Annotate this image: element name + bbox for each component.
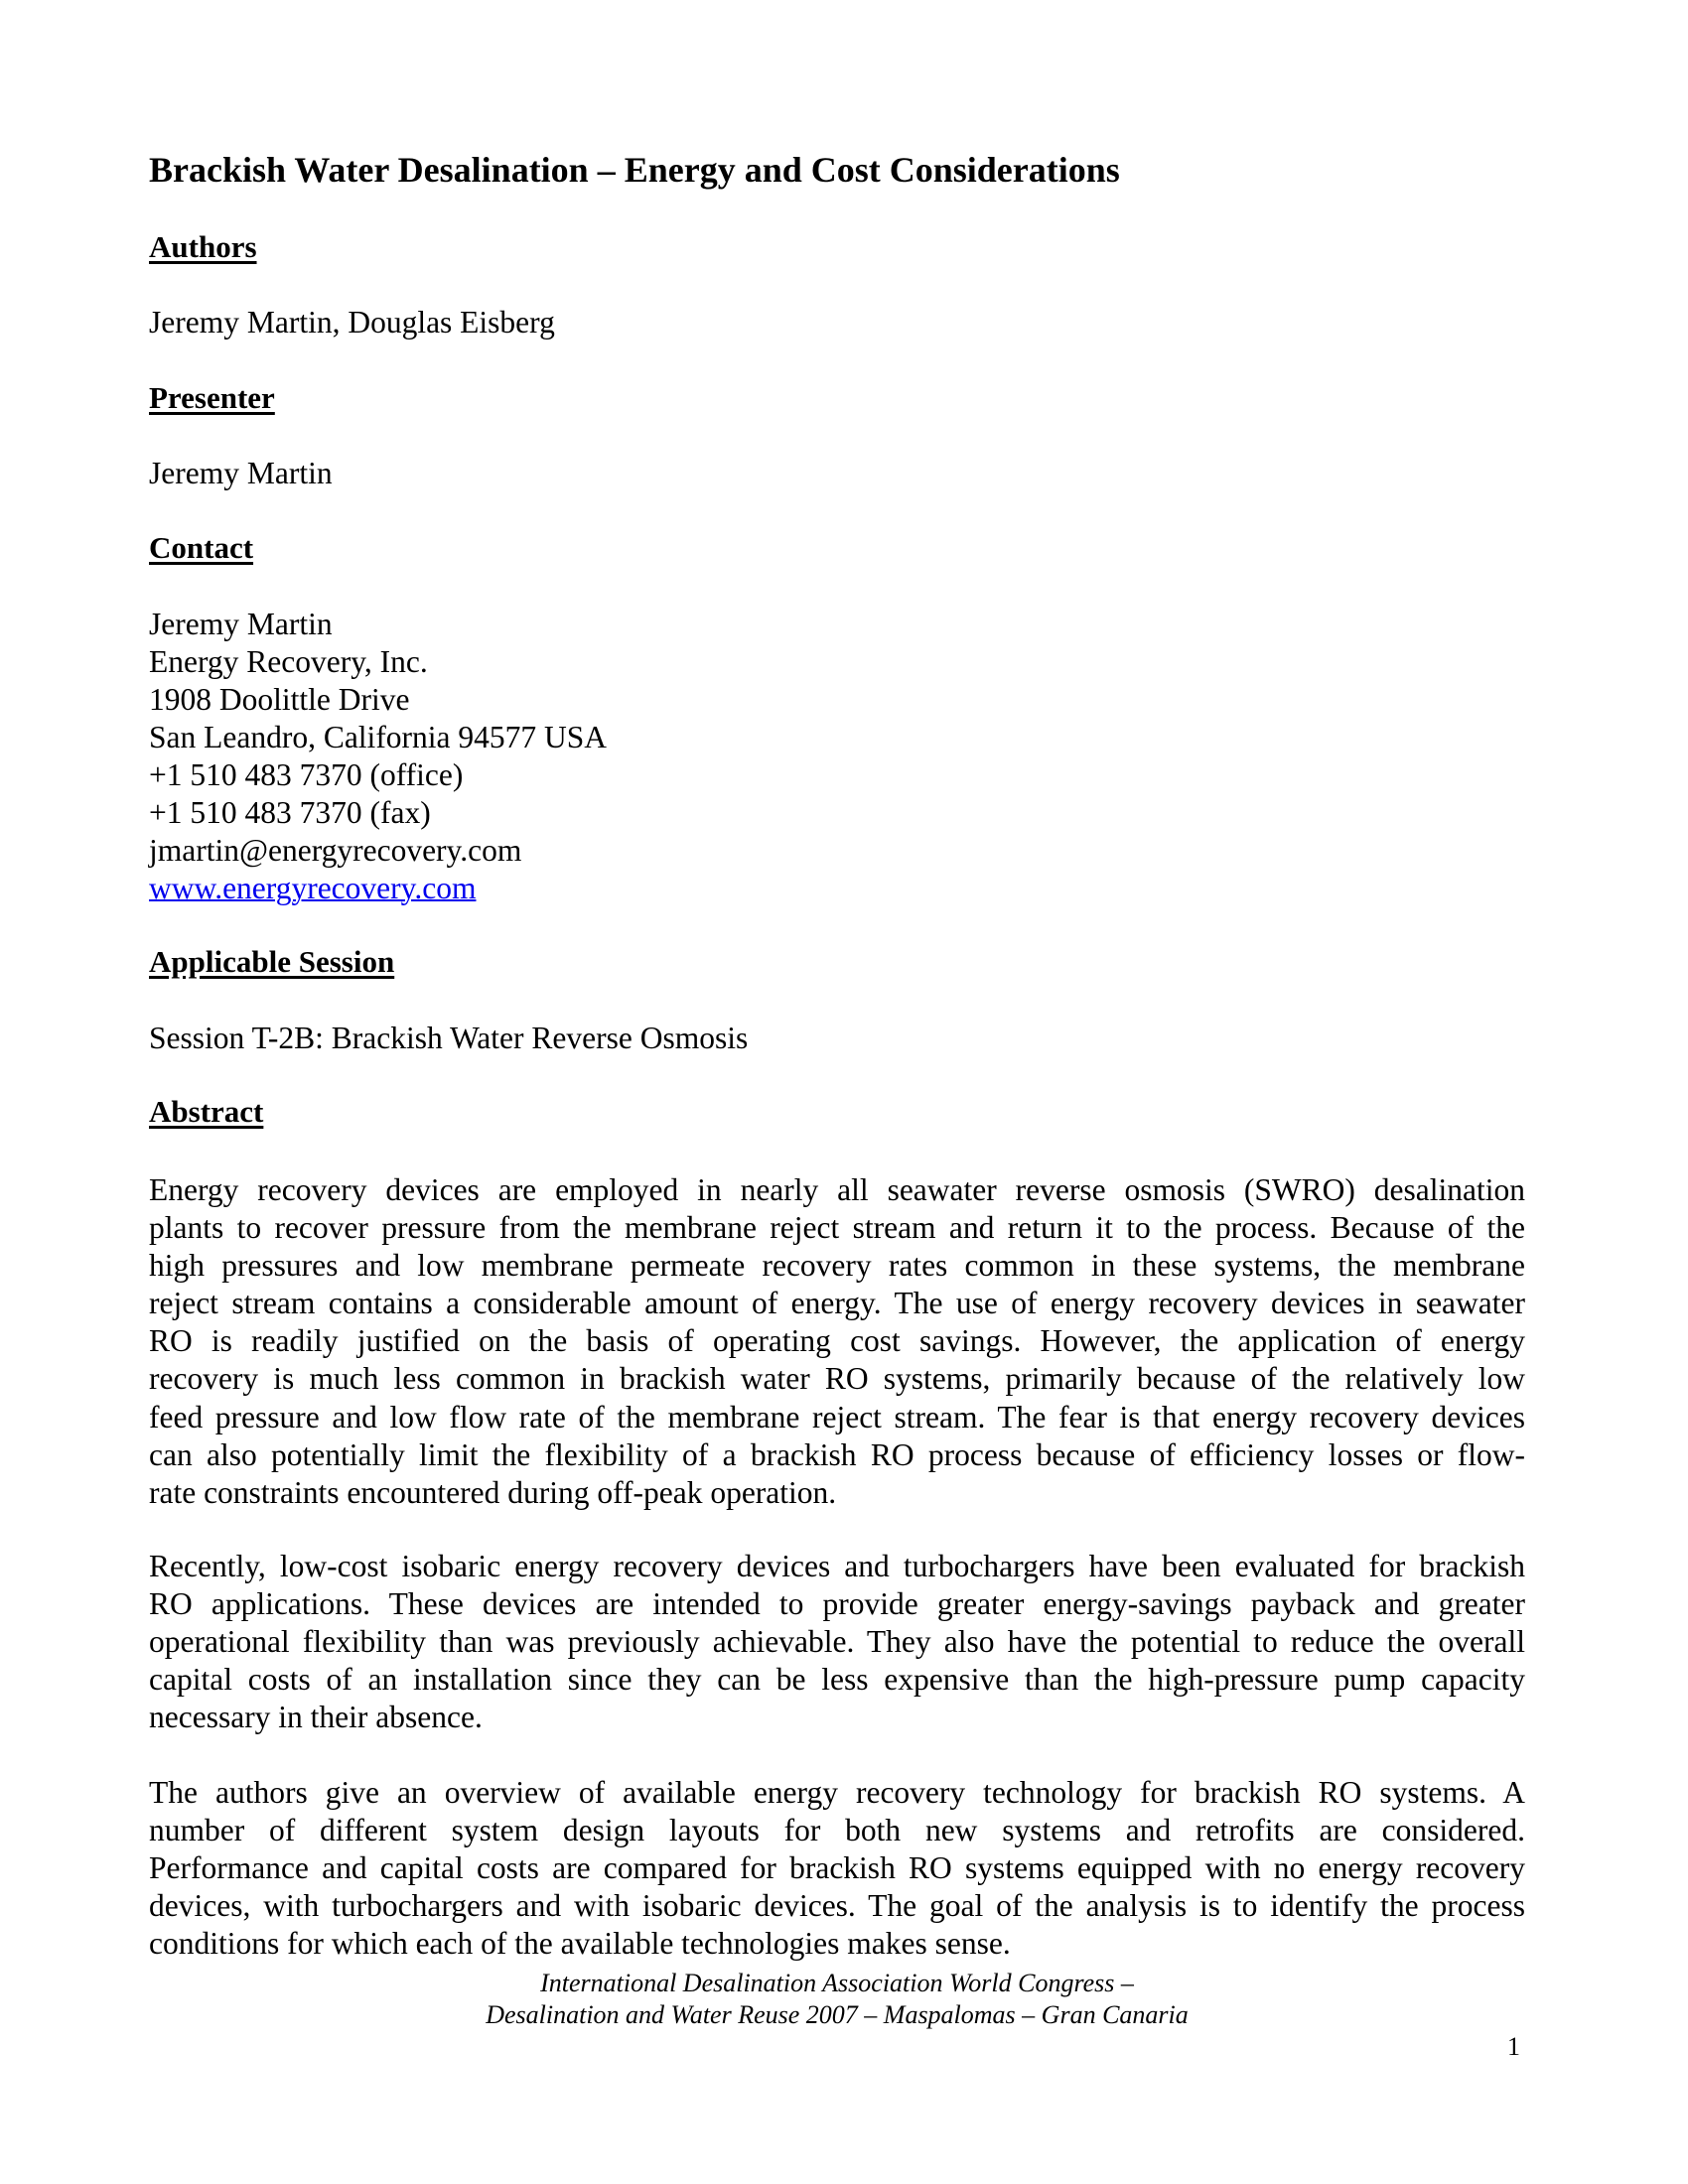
page-number: 1 xyxy=(1507,2032,1520,2061)
abstract-heading: Abstract xyxy=(149,1094,264,1129)
text-line: operational flexibility than was previously achievable. They also have the potential to reduce the overall xyxy=(149,1624,1525,1660)
text-line: devices, with turbochargers and with isobaric devices. The goal of the analysis is to identify the process xyxy=(149,1888,1525,1924)
contact-phone-fax: +1 510 483 7370 (fax) xyxy=(149,795,431,830)
text-line: recovery is much less common in brackish water RO systems, primarily because of the relatively low xyxy=(149,1361,1525,1397)
text-line: feed pressure and low flow rate of the membrane reject stream. The fear is that energy recovery devices xyxy=(149,1399,1525,1434)
website-link[interactable]: www.energyrecovery.com xyxy=(149,871,477,905)
contact-city: San Leandro, California 94577 USA xyxy=(149,720,608,754)
text-line: necessary in their absence. xyxy=(149,1700,483,1735)
text-line: Performance and capital costs are compared for brackish RO systems equipped with no energy recovery xyxy=(149,1850,1525,1886)
text-line: high pressures and low membrane permeate recovery rates common in these systems, the membrane xyxy=(149,1248,1525,1284)
text-line: Energy recovery devices are employed in nearly all seawater reverse osmosis (SWRO) desalination xyxy=(149,1172,1525,1207)
text-line: RO is readily justified on the basis of operating cost savings. However, the application of energy xyxy=(149,1323,1525,1359)
contact-phone-office: +1 510 483 7370 (office) xyxy=(149,757,464,792)
footer-line-1: International Desalination Association World Congress – xyxy=(540,1969,1134,1997)
abstract-paragraph-3 xyxy=(149,1774,1525,1963)
text-line: The authors give an overview of available energy recovery technology for brackish RO systems. A xyxy=(149,1775,1525,1810)
text-line: RO applications. These devices are intended to provide greater energy-savings payback and greater xyxy=(149,1586,1525,1622)
document-title: Brackish Water Desalination – Energy and Cost Considerations xyxy=(149,150,1120,190)
text-line: Recently, low-cost isobaric energy recovery devices and turbochargers have been evaluated for brackish xyxy=(149,1549,1525,1583)
abstract-paragraph-2 xyxy=(149,1548,1525,1736)
footer-line-2: Desalination and Water Reuse 2007 – Maspalomas – Gran Canaria xyxy=(486,2000,1189,2029)
text-line: plants to recover pressure from the membrane reject stream and return it to the process. Because of the xyxy=(149,1210,1525,1246)
text-line: capital costs of an installation since they can be less expensive than the high-pressure pump capacity xyxy=(149,1662,1525,1698)
contact-heading: Contact xyxy=(149,530,254,565)
page-footer xyxy=(149,1968,1525,2031)
contact-email: jmartin@energyrecovery.com xyxy=(149,833,522,868)
authors-text: Jeremy Martin, Douglas Eisberg xyxy=(149,305,555,340)
session-text: Session T-2B: Brackish Water Reverse Osmosis xyxy=(149,1021,749,1055)
abstract-paragraph-1 xyxy=(149,1171,1525,1512)
text-line: reject stream contains a considerable amount of energy. The use of energy recovery devices in seawater xyxy=(149,1286,1525,1321)
contact-company: Energy Recovery, Inc. xyxy=(149,644,428,679)
authors-heading: Authors xyxy=(149,229,257,264)
presenter-text: Jeremy Martin xyxy=(149,456,333,490)
session-heading: Applicable Session xyxy=(149,944,395,979)
text-line: can also potentially limit the flexibility of a brackish RO process because of efficiency losses or flow- xyxy=(149,1436,1525,1472)
contact-block xyxy=(149,606,607,907)
text-line: rate constraints encountered during off-peak operation. xyxy=(149,1474,837,1510)
text-line: number of different system design layouts for both new systems and retrofits are considered. xyxy=(149,1813,1525,1848)
contact-name: Jeremy Martin xyxy=(149,607,333,641)
contact-street: 1908 Doolittle Drive xyxy=(149,682,410,717)
presenter-heading: Presenter xyxy=(149,380,275,415)
text-line: conditions for which each of the available technologies makes sense. xyxy=(149,1926,1011,1962)
